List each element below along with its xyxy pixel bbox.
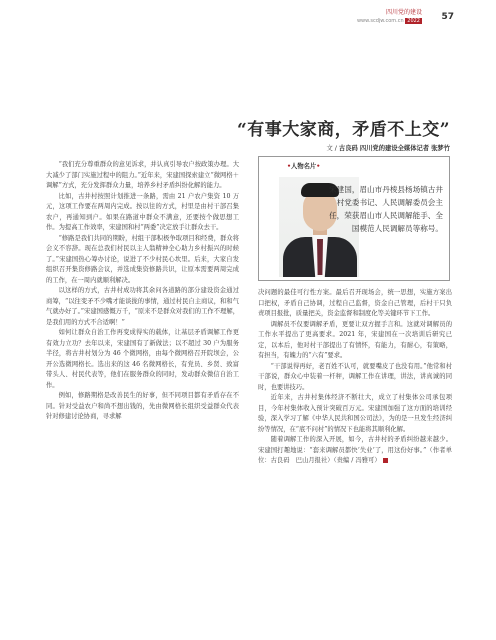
paragraph [258, 435, 452, 467]
paragraph: 决问题的最佳可行性方案。最后召开现场会，统一思想，实施方案出口把权，矛盾自己协调，过程自己监督，资金自己管理，后村干只负责项目报批，质量把关，资金监督和制度化等关键环节下工作。 [258, 289, 452, 317]
magazine-url [357, 18, 422, 25]
profile-text: 宋建国，眉山市丹棱县杨场镇古井村党委书记、人民调解委员会主任，荣获眉山市人民调解能手、全国模范人民调解员等称号。 [329, 185, 443, 233]
profile-box [258, 156, 450, 281]
byline [327, 143, 451, 152]
end-mark-icon [383, 458, 388, 463]
paragraph: “我们充分尊重群众的意见诉求，并认真引导农户按政策办理。大大减少了部门实施过程中的阻力。”近年来，宋建国探索建立“微网格＋调解”方式，充分发挥群众力量，培养乡村矛盾纠纷化解的能力。 [46, 161, 239, 189]
magazine-name: 四川党的建设 [385, 9, 422, 16]
paragraph: 近年来，古井村集体经济不断壮大，成立了村集体公司承包项目，今年村集体收入预计突破百万元。宋建国加强了这方面的培训经验，深入学习了解《中华人民共和国公司法》，为的是一旦发生经济纠纷等情况，在“底不问村”的情况下也能将其顺利化解。 [258, 394, 452, 433]
right-column [258, 288, 452, 467]
article-title: “有事大家商，矛盾不上交” [236, 120, 450, 140]
byline-author-2: 张梦竹 [431, 145, 450, 152]
paragraph: 如何让群众自治工作再变成得实的载体，让基层矛盾调解工作更有效力立功？去年以来，宋建国有了新做法；以不超过 30 户为服务半径，将古井村划分为 46 个微网格，由每个微网格召开院坝会，公开公选微网格长。选出来的这 46 名微网格长，有党员、乡贤、致富带头人、村民代表等，他们在服务群众的同时，发动群众微信自治工作。 [46, 329, 239, 389]
year-badge: 2022 [407, 18, 420, 24]
tag-dot-icon: • [287, 163, 292, 170]
paragraph: 例如，修路期格是改善民生的好事，但不同项目都有矛盾存在不同。针对受益农户和尚不想出钱的，先由微网格长组织受益群众代表针对修建讨论协商，寻求解 [46, 392, 239, 420]
byline-prefix: 文 / [326, 145, 339, 152]
url-text: www.scdjw.com.cn [356, 18, 404, 24]
last-paragraph-text: 随着调解工作的深入开展，如今，古井村的矛盾纠纷越来越少。宋建国打趣地说：“套来调解员都快‘失业’了，用这份好事。”（作者单位：古良码 巴山月报社）（贵编 / 冯雅可） [258, 436, 452, 464]
profile-tag-label: 人物名片 [291, 163, 317, 170]
paragraph: 以这样的方式，古井村成功将其余问各道路的部分建设资金通过商筹，“以往变矛不少嘴才能谈拢的事情，通过村民自主商议，和和气气就办好了。”宋建国感慨万千，“原来不是群众对我们的工作不理解，是我们用的方式不合适啊！” [46, 287, 239, 326]
tag-dot-icon: • [316, 163, 321, 170]
page-number: 57 [441, 12, 454, 22]
left-column [46, 160, 239, 423]
paragraph: “干部说得再好，老百姓不认可，就要嘴皮了也没有用。”他常和村干部说，群众心中装着一杆秤，调解工作在讲理，讲法，讲真诚的同时，也要讲技巧。 [258, 362, 452, 391]
byline-author: 古良码 [338, 145, 358, 152]
paragraph: 调解员不仅要调解矛盾，更要让双方握手言和。这就对调解员的工作水平提出了更高要求。2021 年，宋建国在一次培训后研究已定，以本后，他对村干部提出了有情怀，有能力，有耐心，有策略，有担当，有魄力的“六有”要求。 [258, 320, 452, 359]
paragraph: 比如，古井村按照计划推进一条路，需由 21 户农户集资 10 万元，这项工作要在两周内完成。按以往的方式，村里是由村干部召集农户，再通知到户。如果在路道中群众不满意，还要按个做思想工作。为提高工作效率，宋建国和村“两委”决定放手让群众去干。 [46, 192, 239, 231]
byline-affiliation: 四川党的建设全媒体记者 [359, 145, 430, 152]
paragraph: “修路是我们共同的期盼，村组干部积极争取项目和经费，群众将会义不容辞。现在总我们村民以主人翁精神全心助力乡村振兴的时候了。”宋建国热心筹办讨论，说进了不少村民心坎里。后来，大家自发组织召开集资修路会议，并选成集资修路共识，让原本需要两周完成的工作，在一周内就顺利解决。 [46, 234, 239, 284]
profile-tag [287, 161, 320, 170]
